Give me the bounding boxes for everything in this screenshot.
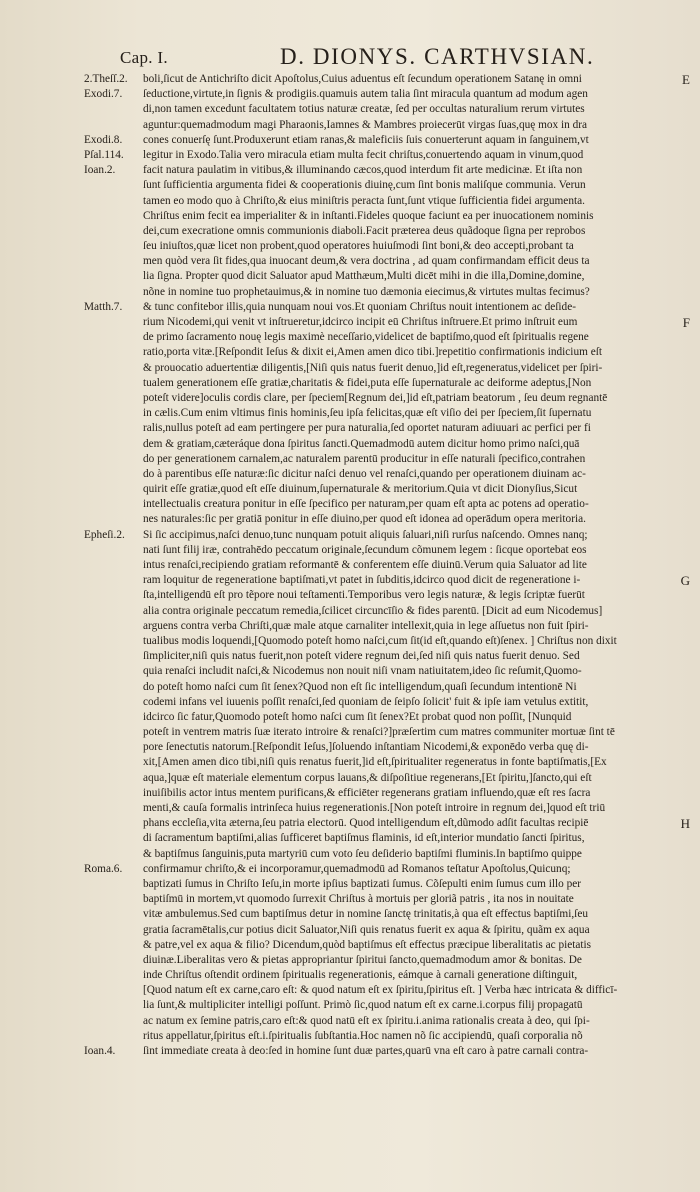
- line-text: in cælis.Cum enim vltimus finis hominis,ſeu ipſa felicitas,quæ eſt viſio dei per ſpeciem,ſit ſupernatu: [143, 407, 592, 420]
- margin-reference: Epheſi.2.: [84, 528, 125, 541]
- text-line: [0, 725, 700, 740]
- line-text: ſimpliciter,niſi quis natus fuerit,non poteſt videre regnum dei,ſed niſi quis natus fuerit denuo. Sed: [143, 650, 580, 663]
- text-line: [0, 133, 700, 148]
- text-line: [0, 740, 700, 755]
- text-line: [0, 118, 700, 133]
- line-text: arguens contra verba Chriſti,quæ male atque carnaliter intellexit,quia in lege aſſuetus non fuit ſpiri-: [143, 619, 589, 632]
- margin-reference: Roma.6.: [84, 862, 123, 875]
- line-text: poteſt videre]oculis cordis clare, per ſpeciem[Regnum dei,]id eſt,patriam beatorum , ſeu deum regnantē: [143, 391, 608, 404]
- text-line: [0, 558, 700, 573]
- line-text: legitur in Exodo.Talia vero miracula etiam multa fecit chriſtus,conuertendo aquam in vinum,quod: [143, 148, 584, 161]
- chapter-label: Cap. I.: [120, 48, 168, 67]
- text-line: [0, 72, 700, 87]
- text-line: [0, 680, 700, 695]
- line-text: Si ſic accipimus,naſci denuo,tunc nunquam potuit aliquis ſaluari,niſi rurſus naſcendo. Omnes nanq;: [143, 528, 588, 541]
- line-text: & baptiſmus ſanguinis,puta martyriū cum voto ſeu deſiderio baptiſmi fluminis.In baptiſmo quippe: [143, 847, 582, 860]
- line-text: di ſacramentum baptiſmi,alias ſufficeret baptiſmus flaminis, id eſt,interior mundatio ſancti ſpiritus,: [143, 832, 585, 845]
- line-text: dei,cum execratione omnis communionis diaboli.Facit præterea deus quãdoque ſigna per reprobos: [143, 224, 586, 237]
- line-text: ſunt ſufficientia argumenta fidei & cooperationis diuinę,cum ſint bonis maliſque communia. Verun: [143, 179, 586, 192]
- text-line: [0, 543, 700, 558]
- line-text: baptizati ſumus in Chriſto Ieſu,in morte ipſius baptizati ſumus. Cõſepulti enim ſumus cum illo per: [143, 877, 582, 890]
- body-text: [0, 72, 700, 1059]
- text-line: [0, 376, 700, 391]
- line-text: & prouocatio aduertentiæ diligentis,[Niſi quis natus fuerit denuo,]id eſt,regeneratus,videlicet per ſpiri-: [143, 361, 603, 374]
- margin-reference: Pſal.114.: [84, 148, 124, 161]
- text-line: [0, 497, 700, 512]
- text-line: [0, 938, 700, 953]
- line-text: facit natura paulatim in vitibus,& illuminando cæcos,quod interdum fit arte medicinæ. Et iſta non: [143, 164, 583, 177]
- line-text: alia contra originale peccatum remedia,ſcilicet circuncīſio & fides parentū. [Dicit ad eum Nicodemus]: [143, 604, 603, 617]
- line-text: poteſt in ventrem matris ſuæ iterato introire & renaſci?]præſertim cum matres communiter mortuæ ſint tē: [143, 726, 615, 739]
- line-text: phans eccleſia,vita æterna,ſeu patria electorū. Quod intelligendum eſt,dũmodo adſit facultas recipiē: [143, 817, 589, 830]
- text-line: [0, 330, 700, 345]
- line-text: intus renaſci,recipiendo gratiam reformantē & conferentem eſſe diuinū.Verum quia Saluator ad lite: [143, 559, 587, 571]
- line-text: do à parentibus eſſe naturæ:ſic dicitur naſci denuo vel renaſci,quando per operationem diuinam ac-: [143, 467, 586, 480]
- running-header: [84, 44, 664, 72]
- text-line: [0, 604, 700, 619]
- text-line: [0, 801, 700, 816]
- text-line: [0, 254, 700, 269]
- line-text: ram loquitur de regeneratione baptiſmati,vt patet in ſubditis,idcirco quod dicit de regeneratione i-: [143, 574, 581, 587]
- text-line: [0, 983, 700, 998]
- line-text: menti,& cauſa formalis intrinſeca huius regenerationis.[Non poteſt introire in regnum dei,]quod eſt triū: [143, 802, 606, 814]
- line-text: lia ſigna. Propter quod dicit Saluator apud Matthæum,Multi dicēt mihi in die illa,Domine,domine,: [143, 270, 585, 283]
- line-text: xit,[Amen amen dico tibi,niſi quis renatus fuerit,]id eſt,ſpiritualiter regeneratus in fonte baptiſmatis,[Ex: [143, 756, 607, 769]
- line-text: de primo ſacramento nouę legis maximè neceſſario,videlicet de baptiſmo,quod eſt ſpiritualis regene: [143, 331, 589, 344]
- line-text: ſeductione,virtute,in ſignis & prodigiis.quamuis autem talia ſint miracula quantum ad modum agen: [143, 88, 588, 101]
- line-text: vitæ ambulemus.Sed cum baptiſmus detur in nomine ſanctę trinitatis,à qua eſt effectus baptiſmi,ſeu: [143, 908, 588, 921]
- text-line: [0, 923, 700, 938]
- margin-reference: 2.Theſſ.2.: [84, 73, 128, 85]
- text-line: [0, 588, 700, 603]
- text-line: [0, 998, 700, 1013]
- text-line: [0, 300, 700, 315]
- line-text: lia ſunt,& multipliciter intelligi poſſunt. Primò ſic,quod natum eſt ex carne.i.corpus filij propagatū: [143, 999, 583, 1012]
- text-line: [0, 816, 700, 831]
- line-text: aqua,]quæ eſt materiale elementum corpus lauans,& diſpoſitiue regenerans,[Et ſpiritu,]ſancto,qui eſt: [143, 771, 592, 784]
- line-text: men quòd vera ſit fides,qua inuocant deum,& vera doctrina , ad quam confirmandam efficit deus ta: [143, 255, 590, 268]
- text-line: [0, 421, 700, 436]
- line-text: nes naturales:ſic per gratiā ponitur in eſſe diuino,per quod eſt idonea ad operādum opera meritoria.: [143, 513, 586, 526]
- text-line: [0, 634, 700, 649]
- line-text: baptiſmū in mortem,vt quomodo ſurrexit Chriſtus à mortuis per gloriã patris , ita nos in nouitate: [143, 893, 574, 906]
- line-text: do poteſt homo naſci cum ſit ſenex?Quod non eſt ſic intelligendum,quaſi ſecundum intentionē Ni: [143, 680, 577, 693]
- line-text: rium Nicodemi,qui venit vt inſtrueretur,idcirco incipit eū Chriſtus inſtruere.Et primo inſtruit eum: [143, 316, 578, 328]
- text-line: [0, 391, 700, 406]
- text-line: [0, 482, 700, 497]
- text-line: [0, 573, 700, 588]
- text-line: [0, 710, 700, 725]
- text-line: [0, 512, 700, 527]
- text-line: [0, 755, 700, 770]
- text-line: [0, 452, 700, 467]
- line-text: tualibus modis loquendi,[Quomodo poteſt homo naſci,cum ſit(id eſt,quando eſt)ſenex. ] Chriſtus non dixit: [143, 634, 617, 647]
- text-line: [0, 87, 700, 102]
- text-line: [0, 877, 700, 892]
- margin-reference: Ioan.4.: [84, 1045, 116, 1057]
- text-line: [0, 907, 700, 922]
- section-marker: F: [682, 315, 690, 330]
- text-line: [0, 239, 700, 254]
- text-line: [0, 695, 700, 710]
- line-text: quia renaſci includit naſci,& Nicodemus non nouit niſi vnam natiuitatem,ideo ſic reſumit,Quomo-: [143, 665, 582, 678]
- text-line: [0, 406, 700, 421]
- text-line: [0, 269, 700, 284]
- text-line: [0, 862, 700, 877]
- margin-reference: Exodi.7.: [84, 88, 123, 101]
- running-title: D. DIONYS. CARTHVSIAN.: [280, 44, 595, 69]
- line-text: ſeu iniuſtos,quæ licet non probent,quod operatores huiuſmodi ſint boni,& deo accepti,probant ta: [143, 240, 574, 253]
- section-marker: E: [682, 72, 690, 87]
- line-text: intellectualis creatura ponitur in eſſe ſpecifico per naturam,per quam eſt apta ac potens ad operatio-: [143, 498, 589, 511]
- text-line: [0, 178, 700, 193]
- text-line: [0, 209, 700, 224]
- margin-reference: Exodi.8.: [84, 133, 123, 146]
- text-line: [0, 953, 700, 968]
- line-text: aguntur:quemadmodum magi Pharaonis,Iamnes & Mambres proiecerūt virgas ſuas,quę mox in dra: [143, 118, 588, 131]
- text-line: [0, 619, 700, 634]
- text-line: [0, 847, 700, 862]
- line-text: diuinæ.Liberalitas vero & pietas appropriantur ſpiritui ſancto,quemadmodum amor & bonitas. De: [143, 953, 582, 966]
- text-line: [0, 285, 700, 300]
- line-text: dem & gratiam,cæteráque dona ſpiritus ſancti.Quemadmodū autem dicitur homo primo naſci,quā: [143, 437, 580, 450]
- line-text: [Quod natum eſt ex carne,caro eſt: & quod natum eſt ex ſpiritu,ſpiritus eſt. ] Verba hæc intricata & difficī-: [143, 984, 618, 997]
- text-line: [0, 345, 700, 360]
- text-line: [0, 194, 700, 209]
- text-line: [0, 892, 700, 907]
- section-marker: H: [680, 816, 690, 832]
- line-text: & patre,vel ex aqua & filio? Dicendum,quòd baptiſmus eſt effectus præcipue liberalitatis ac pietatis: [143, 938, 592, 951]
- line-text: idcirco ſic fatur,Quomodo poteſt homo naſci cum ſit ſenex?Et probat quod non poſſit, [Nunquid: [143, 710, 572, 723]
- line-text: & tunc confitebor illis,quia nunquam noui vos.Et quoniam Chriſtus nouit intentionem ac deſide-: [143, 300, 576, 313]
- text-line: [0, 437, 700, 452]
- line-text: tamen eo modo quo à Chriſto,& eius miniſtris peracta ſunt,ſunt vtique ſufficientia fidei argumenta.: [143, 194, 585, 207]
- text-line: [0, 361, 700, 376]
- line-text: gratia ſacramētalis,cur potius dicit Saluator,Niſi quis renatus fuerit ex aqua & ſpiritu, quãm ex aqua: [143, 923, 590, 936]
- text-line: [0, 224, 700, 239]
- text-line: [0, 649, 700, 664]
- line-text: cones conuerſę ſunt.Produxerunt etiam ranas,& maleficiis ſuis conuerterunt aquam in ſanguinem,vt: [143, 133, 589, 146]
- line-text: do per generationem carnalem,ac naturalem parentū producitur in eſſe naturali ſpecifico,contrahen: [143, 452, 586, 465]
- line-text: ratio,porta vitæ.[Reſpondit Ieſus & dixit ei,Amen amen dico tibi.]repetitio confirmationis indicium eſt: [143, 346, 602, 359]
- section-marker: G: [680, 573, 690, 589]
- line-text: codemi infans vel iuuenis poſſit renaſci,ſed quoniam de ſeipſo ſolicit' fuit & ipſe iam vetulus extitit,: [143, 695, 589, 708]
- text-line: [0, 1044, 700, 1059]
- line-text: inuiſibilis actor intus mentem purificans,& efficiēter regenerans gratiam influendo,quæ eſt res ſacra: [143, 786, 591, 799]
- text-line: [0, 467, 700, 482]
- text-line: [0, 771, 700, 786]
- text-line: [0, 528, 700, 543]
- line-text: pore ſenectutis natorum.[Reſpondit Ieſus,]ſoluendo inſtantiam Nicodemi,& exponēdo verba quę di-: [143, 741, 589, 754]
- line-text: nõne in nomine tuo prophetauimus,& in nomine tuo dæmonia eiecimus,& virtutes multas fecimus?: [143, 285, 590, 298]
- line-text: quirit eſſe gratiæ,quod eſt eſſe diuinum,ſupernaturale & meritorium.Quia vt dicit Dionyſius,Sicut: [143, 483, 578, 496]
- line-text: nati ſunt filij iræ, contrahēdo peccatum originale,ſecundum cõmunem legem : ſicque oportebat eos: [143, 543, 587, 556]
- line-text: confirmamur chriſto,& ei incorporamur,quemadmodū ad Romanos teſtatur Apoſtolus,Quicunq;: [143, 862, 571, 875]
- line-text: Chriſtus enim fecit ea imperialiter & in inſtanti.Fideles quoque faciunt ea per inuocationem nominis: [143, 209, 594, 222]
- margin-reference: Matth.7.: [84, 300, 123, 313]
- line-text: ſta,intelligendū eſt pro tẽpore noui teſtamenti.Temporibus vero legis naturæ, & legis ſcriptæ fuerūt: [143, 589, 585, 602]
- text-line: [0, 664, 700, 679]
- line-text: ritus appellatur,ſpiritus eſt.i.ſpiritualis ſubſtantia.Hoc namen nõ ſic accipiendū, quaſi corporalia nõ: [143, 1029, 583, 1042]
- margin-reference: Ioan.2.: [84, 164, 116, 177]
- text-line: [0, 1029, 700, 1044]
- line-text: tualem generationem eſſe gratiæ,charitatis & fidei,puta eſſe ſupernaturale ac deiforme adeptus,[Non: [143, 376, 592, 389]
- line-text: boli,ſicut de Antichriſto dicit Apoſtolus,Cuius aduentus eſt ſecundum operationem Satanę in omni: [143, 73, 582, 85]
- text-line: [0, 315, 700, 330]
- text-line: [0, 786, 700, 801]
- line-text: ac natum ex ſemine patris,caro eſt:& quod natū eſt ex ſpiritu.i.anima rationalis creata à deo, qui ſpi-: [143, 1014, 590, 1027]
- text-line: [0, 1014, 700, 1029]
- line-text: di,non tamen excedunt facultatem totius naturæ creatæ, ſed per occultas naturalium rerum virtutes: [143, 103, 585, 116]
- line-text: ſint immediate creata à deo:ſed in homine ſunt duæ partes,quarū vna eſt caro à patre carnali contra-: [143, 1045, 589, 1057]
- line-text: ralis,nullus poteſt ad eam pertingere per pura naturalia,ſed oportet naturam adiuuari ac perfici per fi: [143, 422, 591, 435]
- text-line: [0, 831, 700, 846]
- line-text: inde Chriſtus oſtendit ordinem ſpiritualis regenerationis, eámque à carnali generatione diſtinguit,: [143, 969, 578, 982]
- text-line: [0, 102, 700, 117]
- text-line: [0, 148, 700, 163]
- text-line: [0, 968, 700, 983]
- text-line: [0, 163, 700, 178]
